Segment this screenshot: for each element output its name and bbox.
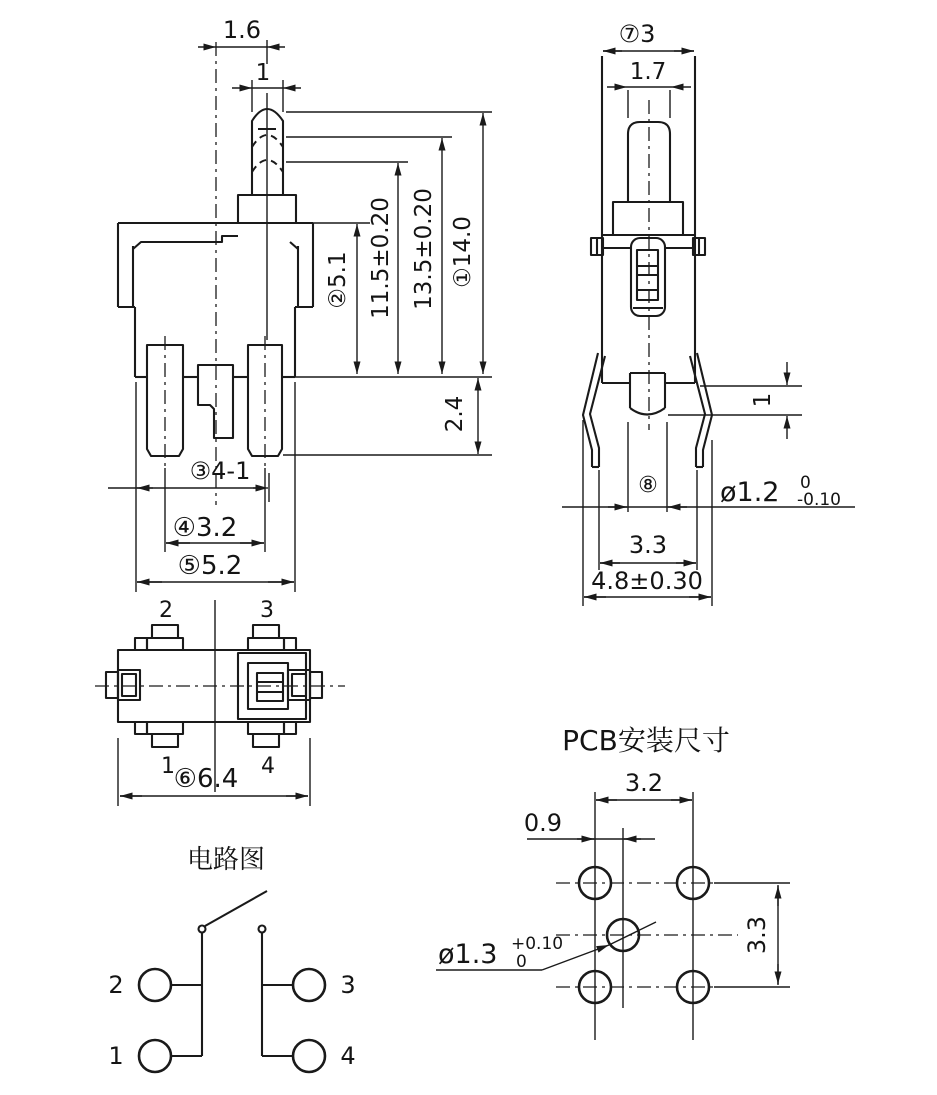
top-pin2-label: 2 bbox=[159, 598, 173, 623]
terminal-2 bbox=[139, 969, 171, 1001]
pcb-dims bbox=[436, 769, 778, 985]
top-pin1-label: 1 bbox=[161, 754, 175, 779]
pcb-title: PCB安装尺寸 bbox=[562, 724, 730, 757]
side-view-dims bbox=[562, 20, 855, 606]
front-view-dims bbox=[108, 16, 492, 592]
top-pin4-label: 4 bbox=[261, 754, 275, 779]
side-collar bbox=[613, 202, 683, 235]
top-view bbox=[95, 598, 345, 806]
circuit-diagram bbox=[108, 845, 355, 1072]
dim-hole-pitch-x: 3.2 bbox=[624, 769, 664, 797]
side-clip-hooks bbox=[591, 238, 705, 255]
dim-top-width: ⑥6.4 bbox=[173, 764, 239, 794]
dim-claw-outer: 4.8±0.30 bbox=[591, 567, 703, 595]
front-view bbox=[108, 16, 492, 592]
dim-hole-diameter: ø1.3 bbox=[438, 939, 498, 970]
top-side-bosses bbox=[106, 670, 322, 700]
left-claw bbox=[583, 353, 605, 467]
top-pin3-label: 3 bbox=[260, 598, 274, 623]
side-view bbox=[562, 20, 855, 606]
right-claw bbox=[690, 353, 712, 467]
switch-arm bbox=[205, 891, 267, 926]
dim-pin-protrusion: 1 bbox=[750, 392, 776, 408]
dim-depth: ⑦3 bbox=[618, 20, 656, 48]
terminal-4 bbox=[293, 1040, 325, 1072]
terminal-3 bbox=[293, 969, 325, 1001]
dim-claw-inner: 3.3 bbox=[628, 531, 668, 559]
switch-pivot bbox=[199, 926, 206, 933]
ref-pin-bubble: ⑧ bbox=[638, 473, 658, 498]
pcb-layout bbox=[436, 724, 790, 1040]
circuit-pin2-label: 2 bbox=[108, 971, 124, 999]
circuit-pin3-label: 3 bbox=[340, 971, 356, 999]
dim-body-height: ②5.1 bbox=[325, 251, 351, 309]
top-view-dims bbox=[118, 738, 310, 806]
pin-tol-lower: -0.10 bbox=[797, 490, 841, 510]
side-center-pin bbox=[630, 373, 665, 415]
circuit-pin1-label: 1 bbox=[108, 1042, 124, 1070]
dim-stem-width: 1 bbox=[255, 60, 271, 86]
dim-height-pressed: 11.5±0.20 bbox=[368, 197, 394, 319]
circuit-title: 电路图 bbox=[186, 845, 266, 875]
switch-contact bbox=[259, 926, 266, 933]
dim-height-total: ①14.0 bbox=[450, 216, 476, 288]
terminal-1 bbox=[139, 1040, 171, 1072]
dim-lower-width: ⑤5.2 bbox=[177, 551, 243, 581]
dim-pin-diameter: ø1.2 bbox=[720, 477, 780, 508]
hole-tol-upper: +0.10 bbox=[511, 934, 564, 954]
pin-tol-upper: 0 bbox=[800, 473, 811, 493]
dim-leg-length: 2.4 bbox=[442, 395, 468, 433]
dim-stem-offset: 1.6 bbox=[222, 16, 262, 44]
dim-hole-pitch-y: 3.3 bbox=[743, 915, 771, 955]
side-stem-window bbox=[631, 238, 665, 316]
dim-leg-pitch: ④3.2 bbox=[172, 513, 238, 543]
dim-center-offset: 0.9 bbox=[523, 809, 563, 837]
hole-tol-lower: 0 bbox=[516, 952, 527, 972]
circuit-pin4-label: 4 bbox=[340, 1042, 356, 1070]
dim-height-free: 13.5±0.20 bbox=[411, 188, 437, 310]
dim-legs: ③4-1 bbox=[189, 457, 251, 485]
dim-stem-depth: 1.7 bbox=[629, 59, 667, 85]
